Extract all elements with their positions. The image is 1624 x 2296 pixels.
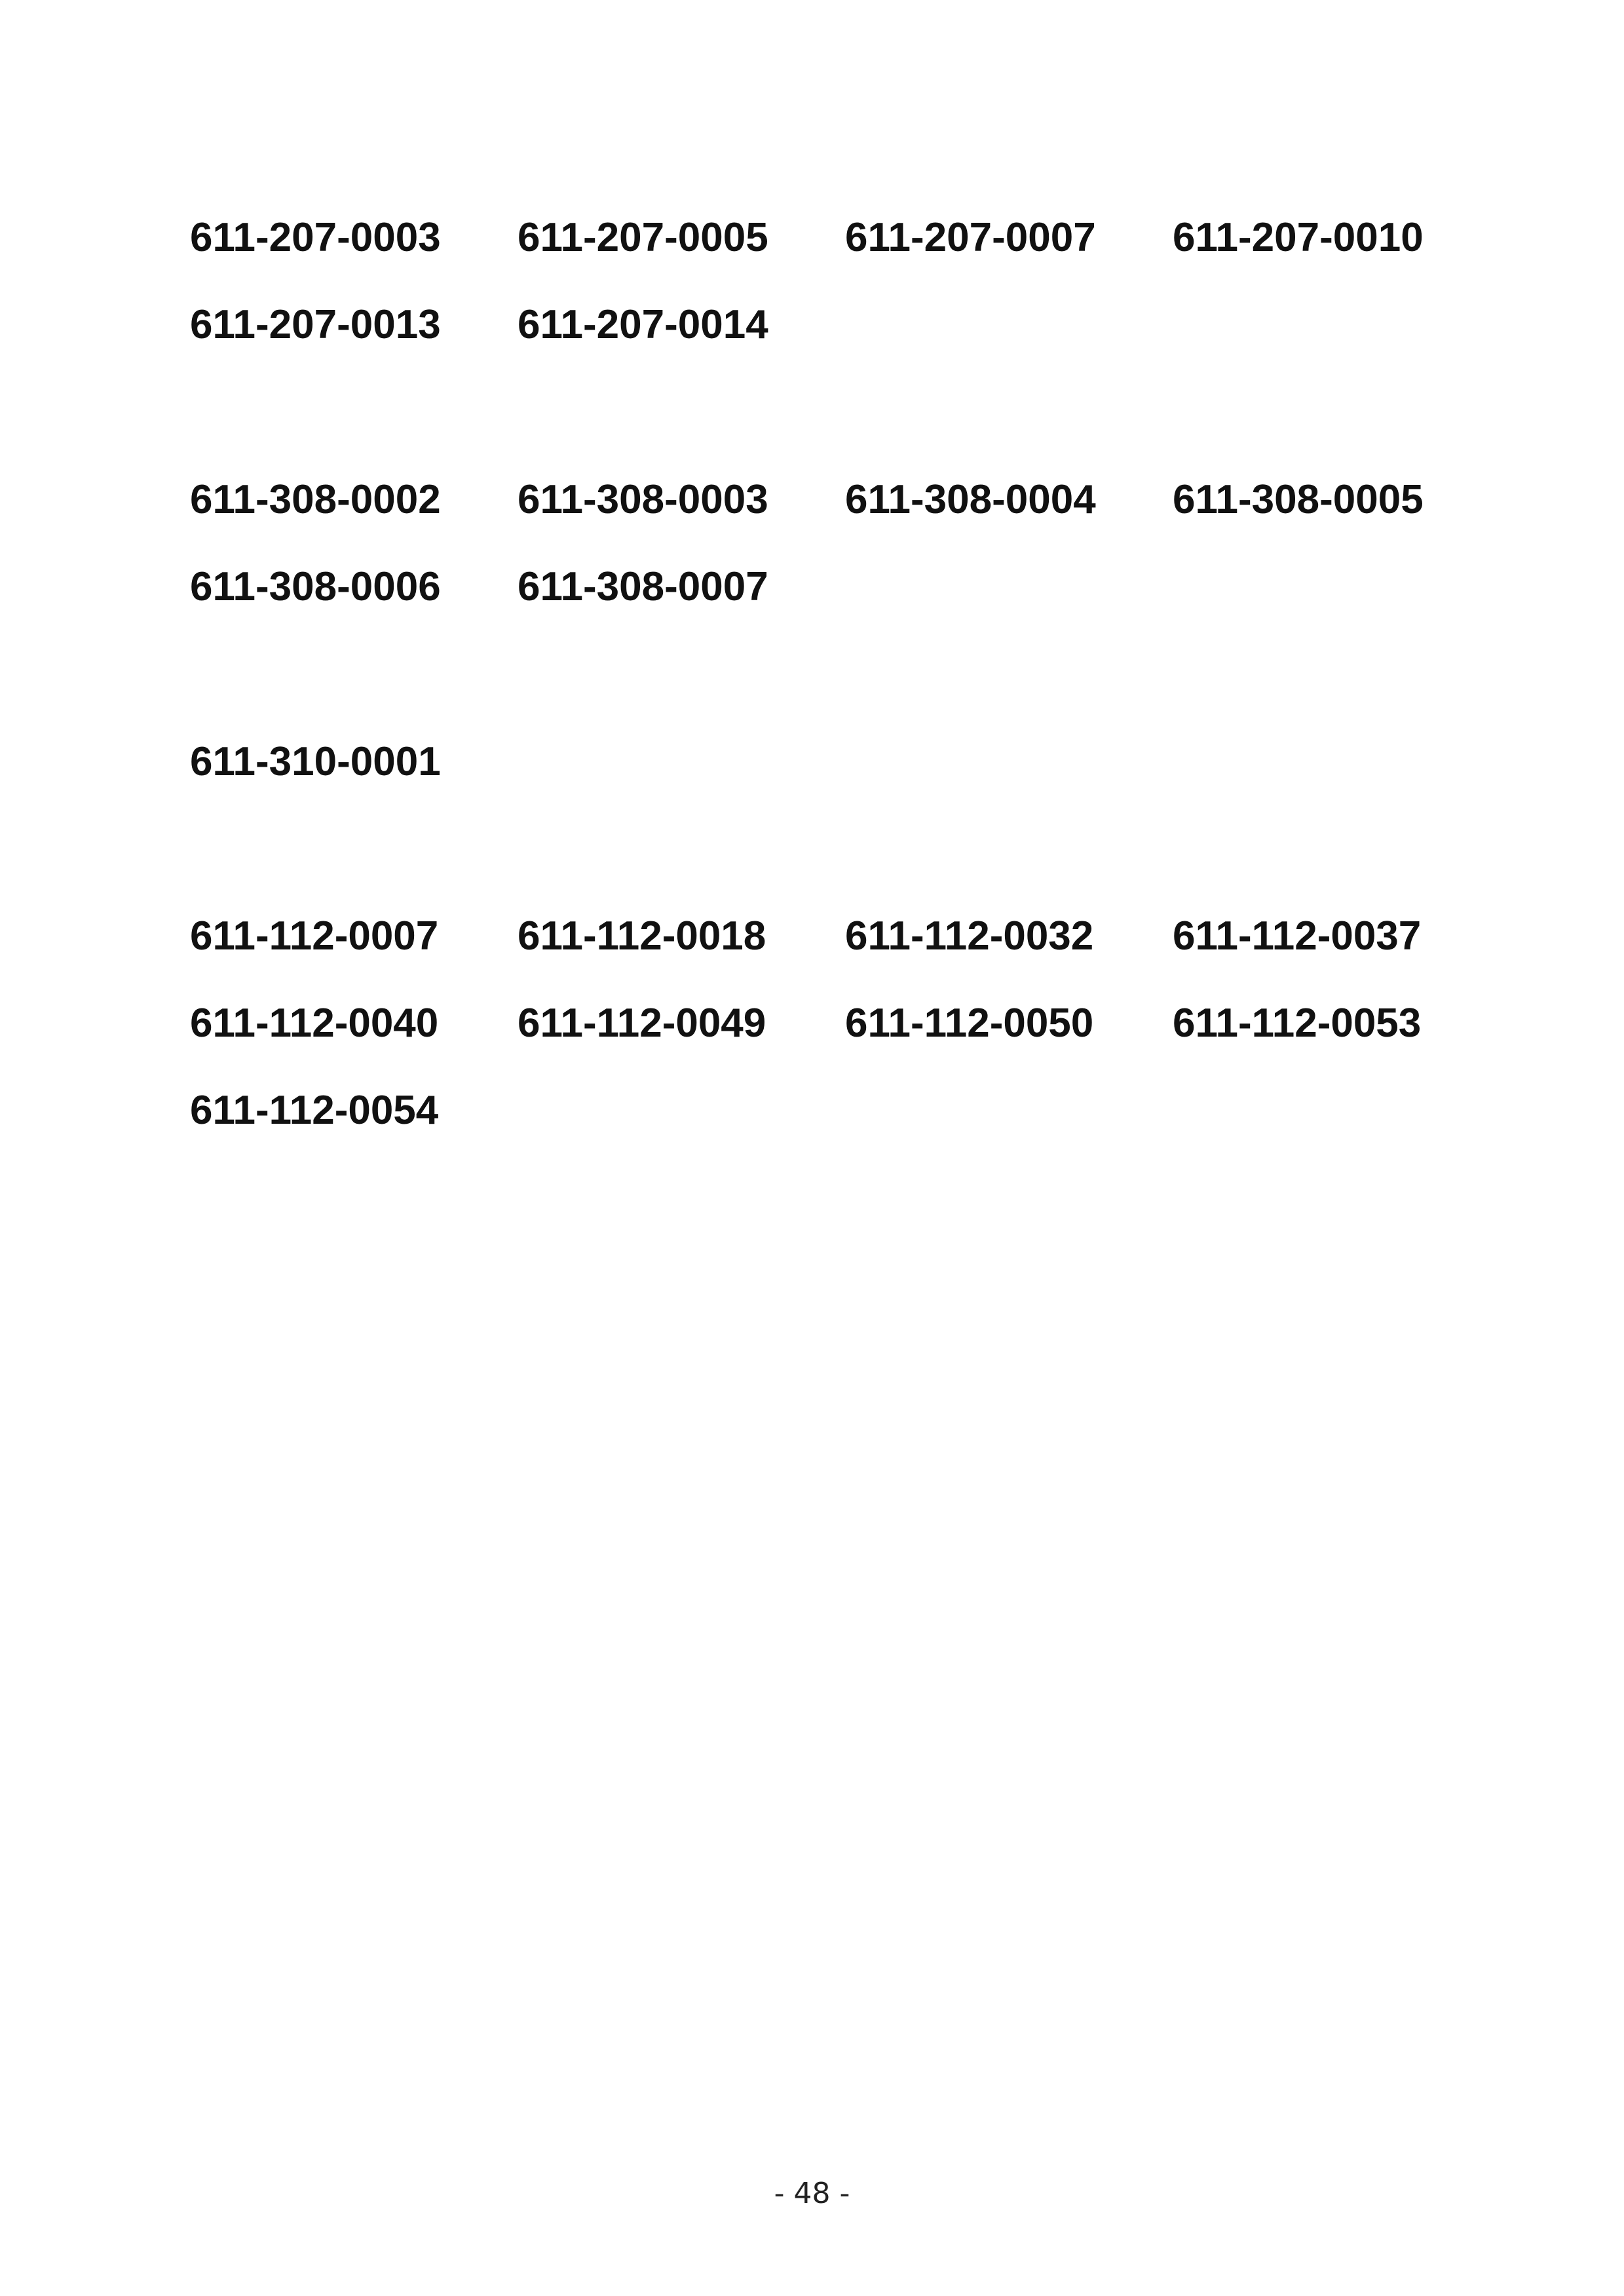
code-item: 611-112-0037 [1173, 913, 1422, 959]
code-item: 611-308-0002 [190, 477, 441, 522]
code-group-207 [190, 194, 1500, 368]
code-group-310 [190, 718, 1500, 805]
code-item: 611-112-0032 [845, 913, 1094, 959]
code-item: 611-310-0001 [190, 739, 441, 784]
code-group-112 [190, 892, 1500, 1154]
code-item: 611-112-0018 [518, 913, 766, 959]
page-number: - 48 - [774, 2177, 850, 2210]
code-item: 611-112-0050 [845, 1001, 1094, 1046]
code-item: 611-112-0040 [190, 1001, 439, 1046]
code-item: 611-207-0010 [1173, 215, 1424, 260]
code-item: 611-207-0007 [845, 215, 1096, 260]
code-item: 611-308-0005 [1173, 477, 1424, 522]
code-item: 611-308-0007 [518, 564, 768, 609]
code-item: 611-207-0014 [518, 302, 768, 347]
code-item: 611-308-0004 [845, 477, 1096, 522]
code-group-308 [190, 456, 1500, 630]
code-item: 611-112-0054 [190, 1088, 439, 1133]
code-item: 611-308-0003 [518, 477, 768, 522]
code-item: 611-207-0013 [190, 302, 441, 347]
code-item: 611-207-0005 [518, 215, 768, 260]
code-item: 611-207-0003 [190, 215, 441, 260]
code-item: 611-308-0006 [190, 564, 441, 609]
code-item: 611-112-0007 [190, 913, 439, 959]
code-item: 611-112-0053 [1173, 1001, 1422, 1046]
code-item: 611-112-0049 [518, 1001, 766, 1046]
